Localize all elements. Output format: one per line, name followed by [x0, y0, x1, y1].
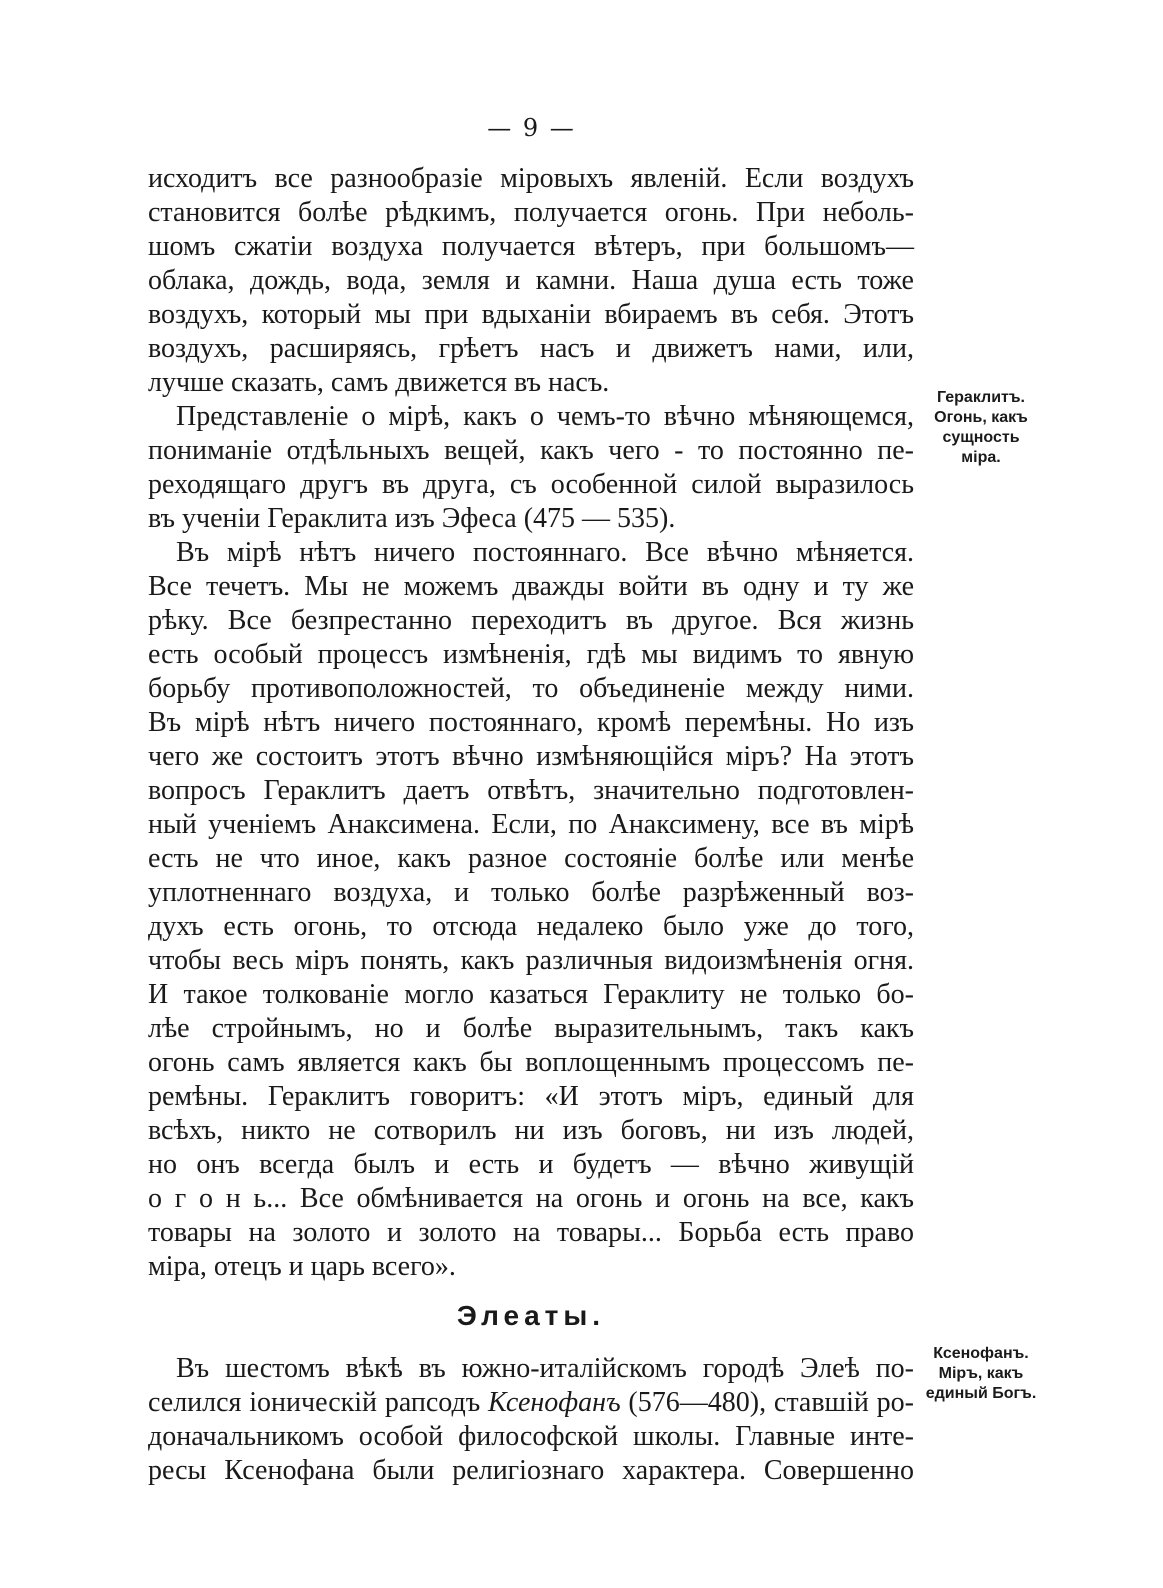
margin-note-line: Міръ, какъ: [938, 1365, 1024, 1382]
text-line: облака, дождь, вода, земля и камни. Наша душа есть тоже: [148, 265, 914, 296]
text-line: шомъ сжатіи воздуха получается вѣтеръ, при большомъ—: [148, 231, 914, 262]
text-line: исходитъ все разнообразіе міровыхъ явленій. Если воздухъ: [148, 163, 914, 194]
page-number: — 9 —: [487, 114, 576, 142]
text-line: И такое толкованіе могло казаться Гераклиту не только бо-: [148, 979, 914, 1010]
margin-note-line: Ксенофанъ.: [933, 1345, 1029, 1362]
text-line: но онъ всегда былъ и есть и будетъ — вѣчно живущій: [148, 1149, 914, 1180]
text-line: Представленіе о мірѣ, какъ о чемъ-то вѣчно мѣняющемся,: [176, 401, 914, 432]
text-line: въ ученіи Гераклита изъ Эфеса (475 — 535).: [148, 503, 676, 534]
text-line: воздухъ, который мы при вдыханіи вбираемъ въ себя. Этотъ: [148, 299, 914, 330]
text-line: міра, отецъ и царь всего».: [148, 1251, 456, 1282]
margin-note-heraclitus: [916, 388, 1046, 468]
text-line: воздухъ, расширяясь, грѣетъ насъ и движетъ нами, или,: [148, 333, 914, 364]
margin-note-line: Гераклитъ.: [937, 389, 1025, 406]
text-line: Въ шестомъ вѣкѣ въ южно-италійскомъ городѣ Элеѣ по-: [176, 1353, 914, 1384]
text-line: есть не что иное, какъ разное состояніе болѣе или менѣе: [148, 843, 914, 874]
margin-note-line: единый Богъ.: [925, 1385, 1037, 1402]
text-line: лѣе стройнымъ, но и болѣе выразительнымъ, такъ какъ: [148, 1013, 914, 1044]
text-line: Все течетъ. Мы не можемъ дважды войти въ одну и ту же: [148, 571, 914, 602]
margin-note-line: сущность: [942, 429, 1020, 446]
text-line: реходящаго другъ въ друга, съ особенной силой выразилось: [148, 469, 914, 500]
margin-note-line: Огонь, какъ: [934, 409, 1028, 426]
text-line: ный ученіемъ Анаксимена. Если, по Анаксимену, все въ мірѣ: [148, 809, 914, 840]
text-segment: селился іоническій рапсодъ: [148, 1387, 489, 1418]
text-line: чтобы весь міръ понять, какъ различныя видоизмѣненія огня.: [148, 945, 914, 976]
text-line: товары на золото и золото на товары... Борьба есть право: [148, 1217, 914, 1248]
text-line: о г о н ь... Все обмѣнивается на огонь и огонь на все, какъ: [148, 1183, 914, 1214]
text-line: уплотненнаго воздуха, и только болѣе разрѣженный воз-: [148, 877, 914, 908]
text-line: чего же состоитъ этотъ вѣчно измѣняющійся міръ? На этотъ: [148, 741, 914, 772]
text-segment: (576—480), ставшій ро-: [620, 1387, 915, 1418]
text-line: есть особый процессъ измѣненія, гдѣ мы видимъ то явную: [148, 639, 914, 670]
text-line: Въ мірѣ нѣтъ ничего постояннаго. Все вѣчно мѣняется.: [176, 537, 914, 568]
author-name: Ксенофанъ: [488, 1387, 621, 1418]
text-line: духъ есть огонь, то отсюда недалеко было уже до того,: [148, 911, 914, 942]
text-line: ресы Ксенофана были религіознаго характера. Совершенно: [148, 1455, 914, 1486]
text-line: ремѣны. Гераклитъ говоритъ: «И этотъ міръ, единый для: [148, 1081, 914, 1112]
text-line: всѣхъ, никто не сотворилъ ни изъ боговъ, ни изъ людей,: [148, 1115, 914, 1146]
margin-note-line: міра.: [961, 449, 1001, 466]
text-line: лучше сказать, самъ движется въ насъ.: [148, 367, 610, 398]
text-line: Въ мірѣ нѣтъ ничего постояннаго, кромѣ перемѣны. Но изъ: [148, 707, 914, 738]
text-line: вопросъ Гераклитъ даетъ отвѣтъ, значительно подготовлен-: [148, 775, 914, 806]
margin-note-xenophanes: [916, 1344, 1046, 1404]
text-line: рѣку. Все безпрестанно переходитъ въ другое. Вся жизнь: [148, 605, 914, 636]
text-line: становится болѣе рѣдкимъ, получается огонь. При неболь-: [148, 197, 914, 228]
text-line: [148, 1386, 914, 1420]
section-heading: Элеаты.: [456, 1300, 606, 1331]
text-line: огонь самъ является какъ бы воплощеннымъ процессомъ пе-: [148, 1047, 914, 1078]
text-line: пониманіе отдѣльныхъ вещей, какъ чего - то постоянно пе-: [148, 435, 914, 466]
text-line: борьбу противоположностей, то объединеніе между ними.: [148, 673, 914, 704]
text-line: доначальникомъ особой философской школы. Главные инте-: [148, 1421, 914, 1452]
